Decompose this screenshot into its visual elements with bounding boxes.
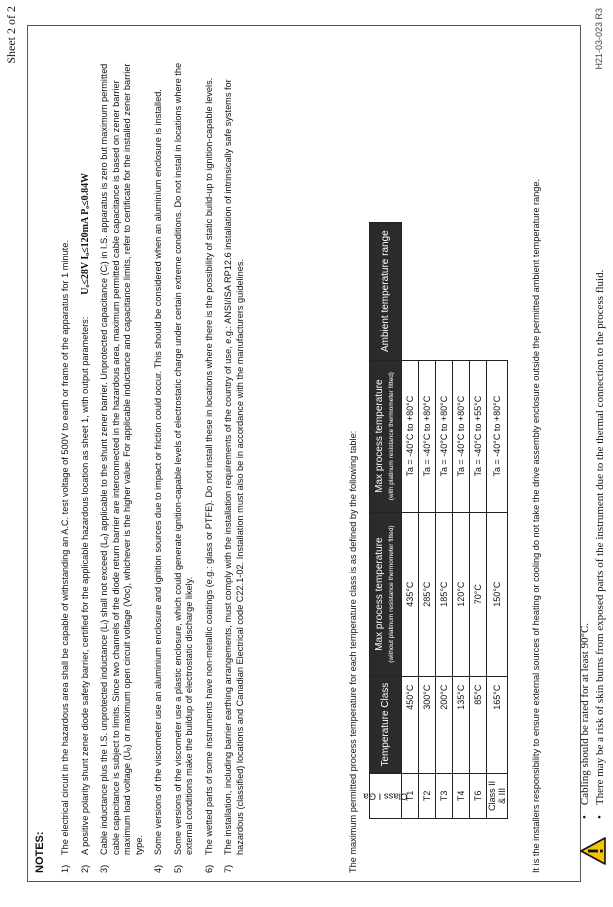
note-2: 2) A positive polarity shunt zener diode safety barrier, certified for the applicable hazardous location as sheet 1, with output parameters:Uₒ≤28V Iₒ≤120mA Pₒ≤0.84W [79, 172, 91, 873]
note-3: 3) Cable inductance plus the I.S. unprotected inductance (Lᵢ) shall not exceed (Lₒ) applicable to the shunt zener barrier. Unprotected capacitance (Cᵢ) in I.S. apparatus is zero but maximum permitted cable capacitance is subject to limits. Since two channels of the diode return barrier are interconnected in the hazardous area, maximum permitted cable capacitance is based on zener barrier maximum load voltage (Uₒ) or maximum open circuit voltage (Voc), whichever is the higher value. For applicable inductance and capacitance limits, refer to certificate for the installed zener barrier type. [99, 63, 144, 873]
table-header-row [370, 222, 402, 818]
table-row: T2 300°C 285°C Ta = -40°C to +80°C [419, 222, 436, 818]
header-temperature-class: Temperature Class [370, 676, 402, 773]
header-max-with: Max process temperature (with platinum resistance thermometer fitted) [370, 360, 402, 512]
note-7: 7) The installation, including barrier earthing arrangements, must comply with the installation requirements of the country of use, e.g.: ANSI/ISA RP12.6 installation of intrinsically safe systems for hazardous (classified) locations and Canadian Electrical code C22.1-02. Installation must also be in accordance with the manufacturers guidelines. [223, 79, 245, 873]
header-max-without: Max process temperature (without platinum resistance thermometer fitted) [370, 512, 402, 676]
notes-list [60, 43, 254, 873]
warning-triangle-icon [580, 837, 606, 865]
note-5: 5) Some versions of the viscometer use a plastic enclosure, which could generate ignition-capable levels of electrostatic charge under certain extreme conditions. Do not install in locations where the external conditions make the buildup of electrostatic discharge likely. [172, 62, 194, 873]
warning-skin-burn: • There may be a risk of skin burns from exposed parts of the instrument due to the thermal connection to the process fluid. [593, 270, 608, 819]
table-row: T6 85°C 70°C Ta = -40°C to +55°C [470, 222, 487, 818]
note-4: 4) Some versions of the viscometer use an aluminium enclosure and ignition sources due to impact or friction could occur. This should be considered when an aluminium enclosure is installed. [153, 89, 163, 873]
header-ambient: Ambient temperature range [370, 222, 402, 360]
sheet-number: Sheet 2 of 2 [4, 6, 18, 64]
table-intro: The maximum permitted process temperature for each temperature class is as defined by the following table: [348, 430, 358, 873]
note-1: 1) The electrical circuit in the hazardous area shall be capable of withstanding an A.C. test voltage of 500V to earth or frame of the apparatus for 1 minute. [60, 240, 70, 873]
gas-group-label: Class I Ga [370, 773, 402, 818]
temperature-table [363, 222, 508, 819]
warnings-section [576, 28, 610, 873]
warning-cabling: • Cabling should be rated for at least 90°C. [578, 270, 593, 819]
table-row: T3 200°C 185°C Ta = -40°C to +80°C [436, 222, 453, 818]
notes-title: NOTES: [34, 831, 46, 873]
closing-statement: It is the installers responsibility to ensure external sources of heating or cooling do not take the drive assembly enclosure outside the permitted ambient temperature range. [531, 178, 541, 873]
note-6: 6) The wetted parts of some instruments have non-metallic coatings (e.g.: glass or PTFE). Do not install these in locations where there is the possibility of static build-up to ignition-capable levels. [203, 77, 214, 873]
document-reference: H21-03-023 R3 [594, 8, 604, 70]
warning-bullets [578, 270, 608, 819]
table-row: Class II & III 165°C 150°C Ta = -40°C to +80°C [487, 222, 508, 818]
output-parameters: Uₒ≤28V Iₒ≤120mA Pₒ≤0.84W [79, 172, 91, 295]
table-row: T1 450°C 435°C Ta = -40°C to +80°C [402, 222, 419, 818]
table-row: T4 135°C 120°C Ta = -40°C to +80°C [453, 222, 470, 818]
